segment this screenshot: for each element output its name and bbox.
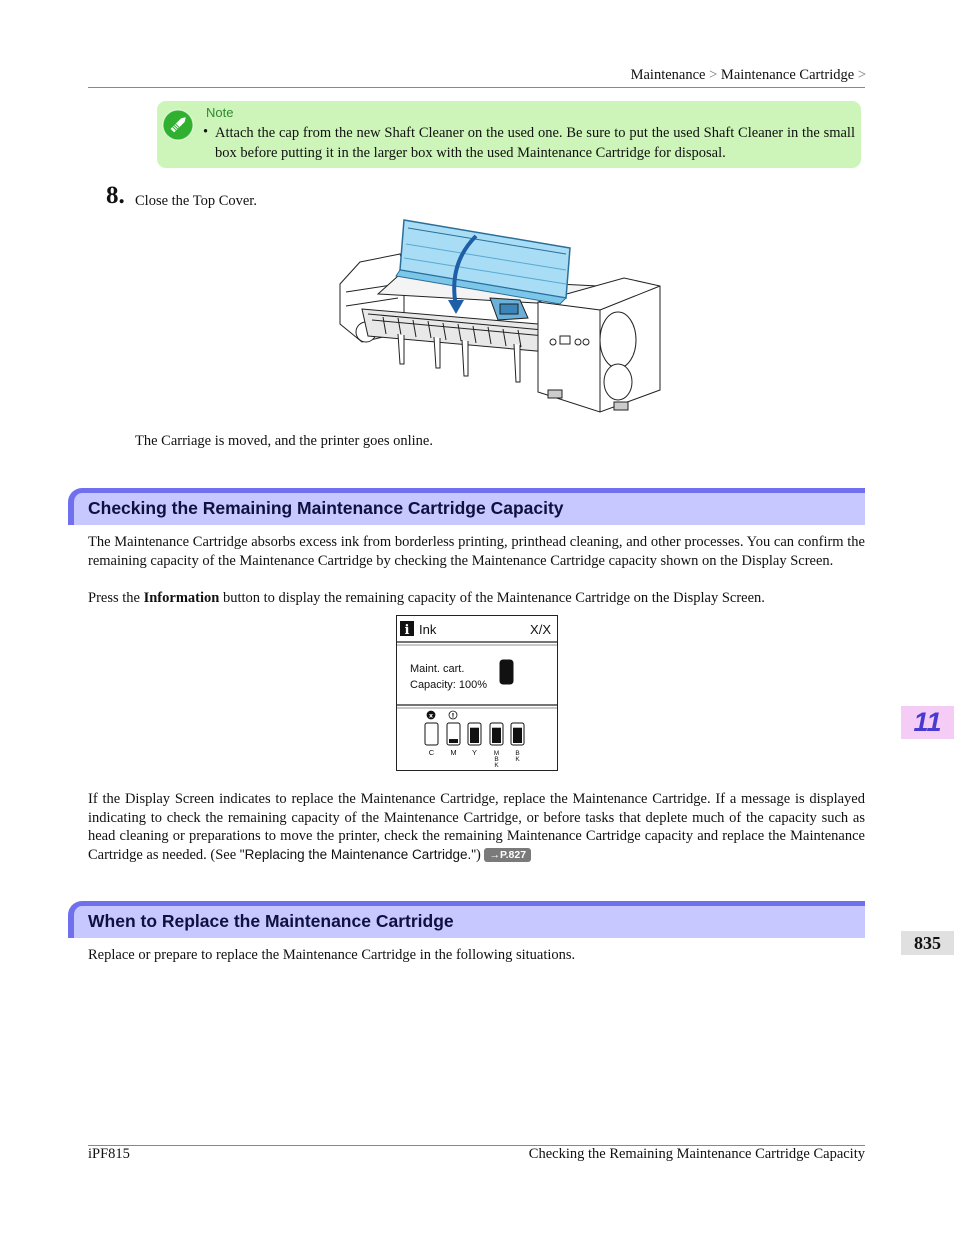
step-result-text: The Carriage is moved, and the printer goes online. — [135, 433, 433, 449]
ink-level-fill — [513, 728, 522, 743]
footer-section-title: Checking the Remaining Maintenance Cartridge Capacity — [528, 1146, 865, 1162]
breadcrumb-separator: > — [857, 67, 866, 83]
step-number: 8. — [106, 182, 125, 209]
display-screen-illustration — [396, 615, 558, 771]
page-number: 835 — [901, 931, 954, 955]
page-reference-button[interactable]: →P.827 — [484, 848, 531, 862]
note-title: Note — [206, 105, 234, 120]
paragraph-text: Press the — [88, 590, 144, 606]
breadcrumb-separator: > — [709, 67, 718, 83]
printer-illustration — [338, 214, 664, 416]
paragraph-text: If the Display Screen indicates to replace the Maintenance Cartridge, replace the Maintenance Cartridge. If a message is displayed indicating to check the remaining capacity of the Maintenance Cartridge, or before tasks that deplete much of the capacity such as head cleaning or preparations to move the printer, check the remaining Maintenance Cartridge capacity and replace the Maintenance Cartridge as needed. (See — [88, 791, 865, 864]
breadcrumb — [631, 67, 866, 84]
ink-color-label: K — [494, 762, 499, 769]
section-title: When to Replace the Maintenance Cartridge — [88, 911, 454, 931]
paragraph-text: ) — [476, 847, 481, 864]
display-page-indicator: X/X — [530, 622, 551, 637]
ink-color-label: K — [515, 756, 520, 763]
ink-level-fill — [449, 739, 458, 743]
status-icon-glyph: ! — [451, 711, 455, 720]
ink-color-label: M — [493, 750, 500, 757]
display-ink-label: Ink — [419, 622, 437, 637]
maintenance-cartridge-gauge — [500, 660, 513, 684]
paragraph — [88, 589, 865, 608]
replacing-maintenance-cartridge-link[interactable]: "Replacing the Maintenance Cartridge." — [239, 847, 477, 863]
ink-color-label: Y — [471, 748, 478, 757]
ink-level-fill — [470, 728, 479, 743]
header-divider — [88, 87, 865, 88]
ink-tank-outline — [425, 723, 438, 745]
chapter-tab[interactable]: 11 — [901, 706, 954, 739]
display-capacity-value: Capacity: 100% — [410, 679, 488, 691]
note-text: Attach the cap from the new Shaft Cleaner on the used one. Be sure to put the used Shaft Cleaner in the small box before putting it in the larger box with the used Maintenance Cartridge for disposal. — [215, 125, 855, 161]
breadcrumb-item[interactable]: Maintenance Cartridge — [720, 67, 855, 83]
pencil-icon — [162, 109, 194, 141]
note-bullet: • — [203, 124, 209, 140]
section-title: Checking the Remaining Maintenance Cartridge Capacity — [88, 498, 564, 518]
ink-color-label: C — [428, 748, 435, 757]
paragraph — [88, 790, 865, 865]
breadcrumb-item[interactable]: Maintenance — [630, 67, 706, 83]
status-icon-glyph: x — [428, 711, 434, 720]
information-button-name: Information — [143, 590, 220, 606]
step-text: Close the Top Cover. — [135, 193, 257, 209]
paragraph-text: button to display the remaining capacity of the Maintenance Cartridge on the Display Screen. — [219, 590, 765, 606]
display-maint-label: Maint. cart. — [410, 663, 465, 675]
ink-color-label: B — [494, 756, 499, 763]
ink-level-fill — [492, 728, 501, 743]
paragraph: The Maintenance Cartridge absorbs excess ink from borderless printing, printhead cleaning, and other processes. You can confirm the remaining capacity of the Maintenance Cartridge by checking the Maintenance Cartridge capacity shown on the Display Screen. — [88, 534, 865, 569]
paragraph: Replace or prepare to replace the Maintenance Cartridge in the following situations. — [88, 947, 576, 963]
footer-model: iPF815 — [88, 1146, 130, 1162]
ink-color-label: B — [515, 750, 520, 757]
svg-text:i: i — [404, 623, 410, 638]
ink-color-label: M — [450, 748, 457, 757]
